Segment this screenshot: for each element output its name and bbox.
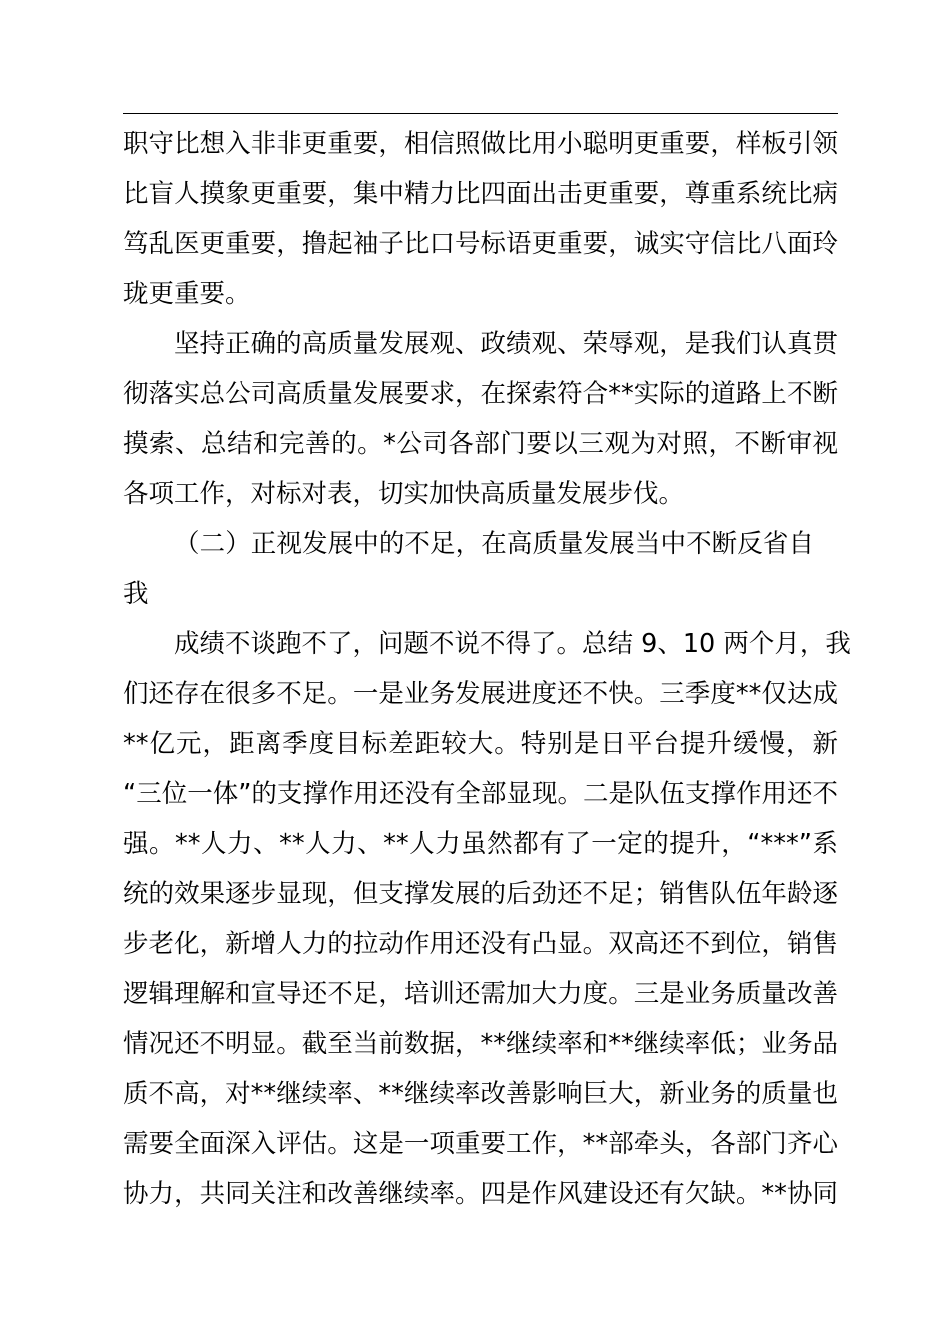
text-line: 职守比想入非非更重要，相信照做比用小聪明更重要，样板引领 bbox=[123, 129, 838, 159]
section-heading: （二）正视发展中的不足，在高质量发展当中不断反省自 bbox=[174, 529, 814, 559]
text-line: “三位一体”的支撑作用还没有全部显现。二是队伍支撑作用还不 bbox=[123, 779, 838, 809]
text-line: 笃乱医更重要，撸起袖子比口号标语更重要，诚实守信比八面玲 bbox=[123, 229, 838, 259]
text-line: 各项工作，对标对表，切实加快高质量发展步伐。 bbox=[123, 479, 685, 509]
text-line: 强。**人力、**人力、**人力虽然都有了一定的提升，“***”系 bbox=[123, 829, 838, 859]
section-heading: 我 bbox=[123, 579, 149, 609]
text-line: 比盲人摸象更重要，集中精力比四面出击更重要，尊重系统比病 bbox=[123, 179, 838, 209]
text-line: **亿元，距离季度目标差距较大。特别是日平台提升缓慢，新 bbox=[123, 729, 838, 759]
text-line: 步老化，新增人力的拉动作用还没有凸显。双高还不到位，销售 bbox=[123, 929, 838, 959]
text-line: 情况还不明显。截至当前数据，**继续率和**继续率低；业务品 bbox=[123, 1029, 838, 1059]
text-line: 协力，共同关注和改善继续率。四是作风建设还有欠缺。**协同 bbox=[123, 1179, 838, 1209]
text-line: 摸索、总结和完善的。*公司各部门要以三观为对照，不断审视 bbox=[123, 429, 838, 459]
text-line: 坚持正确的高质量发展观、政绩观、荣辱观，是我们认真贯 bbox=[174, 329, 838, 359]
text-line: 需要全面深入评估。这是一项重要工作，**部牵头，各部门齐心 bbox=[123, 1129, 838, 1159]
header-rule bbox=[123, 113, 838, 114]
text-line: 统的效果逐步显现，但支撑发展的后劲还不足；销售队伍年龄逐 bbox=[123, 879, 838, 909]
text-line: 彻落实总公司高质量发展要求，在探索符合**实际的道路上不断 bbox=[123, 379, 838, 409]
text-line: 逻辑理解和宣导还不足，培训还需加大力度。三是业务质量改善 bbox=[123, 979, 838, 1009]
text-line: 们还存在很多不足。一是业务发展进度还不快。三季度**仅达成 bbox=[123, 679, 838, 709]
text-line: 成绩不谈跑不了，问题不说不得了。总结 9、10 两个月，我 bbox=[174, 629, 851, 659]
text-line: 珑更重要。 bbox=[123, 279, 251, 309]
text-line: 质不高，对**继续率、**继续率改善影响巨大，新业务的质量也 bbox=[123, 1079, 838, 1109]
